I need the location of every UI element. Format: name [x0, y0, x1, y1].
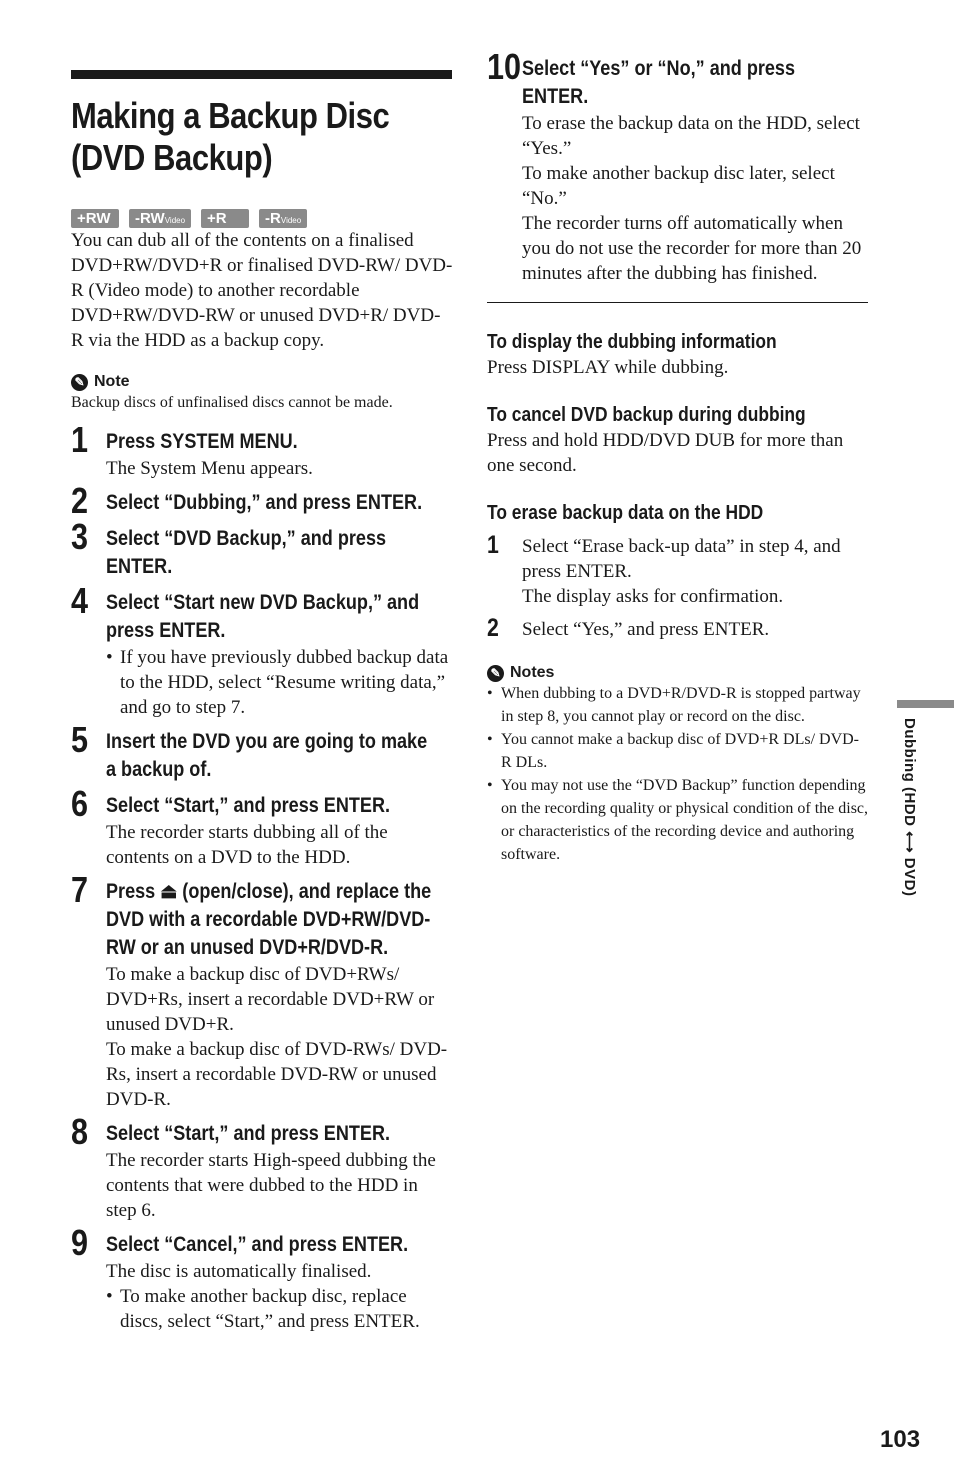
step-heading: Press SYSTEM MENU. — [106, 430, 298, 453]
note-icon: ✎ — [71, 374, 88, 391]
note-label: Note — [94, 373, 130, 390]
step-heading: Select “Yes” or “No,” and press ENTER. — [522, 57, 796, 108]
display-info-heading: To display the dubbing information — [487, 331, 777, 353]
notes-list — [487, 682, 869, 866]
step-text: The recorder starts High-speed dubbing the contents that were dubbed to the HDD in step 6. — [106, 1150, 436, 1221]
display-info-text: Press DISPLAY while dubbing. — [487, 357, 729, 378]
erase-heading: To erase backup data on the HDD — [487, 502, 764, 524]
erase-section — [487, 500, 869, 642]
disc-badge-sub: Video — [280, 216, 302, 225]
step-text: To make a backup disc of DVD-RWs/ DVD-Rs, insert a recordable DVD-RW or unused DVD-R. — [106, 1039, 448, 1110]
title-rule — [71, 70, 452, 79]
disc-badge — [71, 209, 119, 228]
step-3 — [71, 516, 453, 581]
step-heading: Select “Dubbing,” and press ENTER. — [106, 491, 423, 514]
disc-badge-label: +RW — [77, 210, 111, 227]
notes-label: Notes — [510, 664, 555, 681]
step-number: 10 — [487, 46, 522, 87]
erase-step-number: 1 — [487, 531, 499, 559]
note-item: • When dubbing to a DVD+R/DVD-R is stopped partway in step 8, you cannot play or record on the disc. — [487, 682, 869, 728]
note-text: Backup discs of unfinalised discs cannot be made. — [71, 394, 393, 411]
step-number: 5 — [71, 719, 89, 760]
left-column — [71, 70, 453, 1334]
page-number: 103 — [880, 1426, 921, 1453]
erase-steps — [487, 531, 869, 642]
notes-header — [487, 664, 869, 682]
page-title: Making a Backup Disc (DVD Backup) — [71, 95, 390, 178]
notes-icon: ✎ — [487, 665, 504, 682]
disc-badge-label: -R — [265, 210, 281, 227]
cancel-backup-heading: To cancel DVD backup during dubbing — [487, 404, 806, 426]
section-divider — [487, 302, 868, 303]
note-header — [71, 373, 453, 391]
disc-badge-sub: Video — [164, 216, 186, 225]
erase-step — [487, 614, 869, 642]
erase-step — [487, 531, 869, 609]
step-heading: Select “Cancel,” and press ENTER. — [106, 1233, 409, 1256]
step-8 — [71, 1111, 453, 1223]
note-item: • You may not use the “DVD Backup” function depending on the recording quality or physical condition of the disc, or characteristics of the recording device and authoring software. — [487, 774, 869, 866]
step-heading: Press ⏏ (open/close), and replace the DVD with a recordable DVD+RW/DVD- RW or an unused DVD+R/DVD-R. — [106, 880, 432, 959]
step-number: 3 — [71, 516, 89, 557]
step-10 — [487, 46, 869, 286]
intro-paragraph: You can dub all of the contents on a finalised DVD+RW/DVD+R or finalised DVD-RW/ DVD-R (Video mode) to another recordable DVD+RW/DVD-RW or unused DVD+R/ DVD-R via the HDD as a backup copy. — [71, 230, 453, 351]
disc-type-badges — [71, 209, 453, 228]
note-item: • You cannot make a backup disc of DVD+R DLs/ DVD-R DLs. — [487, 728, 869, 774]
step-text: The System Menu appears. — [106, 458, 313, 479]
step-bullet: • If you have previously dubbed backup data to the HDD, select “Resume writing data,” and go to step 7. — [106, 645, 453, 720]
step-7 — [71, 869, 453, 1112]
step-4 — [71, 580, 453, 720]
step-heading: Select “Start,” and press ENTER. — [106, 794, 391, 817]
step-heading: Select “DVD Backup,” and press ENTER. — [106, 527, 387, 578]
step-6 — [71, 783, 453, 870]
cancel-backup-section — [487, 402, 869, 478]
side-section-label: Dubbing (HDD ⟷ DVD) — [901, 718, 918, 897]
erase-step-text: Select “Yes,” and press ENTER. — [522, 619, 770, 640]
cancel-backup-text: Press and hold HDD/DVD DUB for more than one second. — [487, 430, 844, 476]
step-heading: Select “Start,” and press ENTER. — [106, 1122, 391, 1145]
disc-badge — [201, 209, 249, 228]
step-number: 4 — [71, 580, 89, 621]
disc-badge-label: -RW — [135, 210, 165, 227]
erase-step-number: 2 — [487, 614, 499, 642]
step-text: The recorder starts dubbing all of the contents on a DVD to the HDD. — [106, 822, 388, 868]
step-number: 1 — [71, 419, 89, 460]
step-number: 6 — [71, 783, 89, 824]
step-text: To make a backup disc of DVD+RWs/ DVD+Rs, insert a recordable DVD+RW or unused DVD+R. — [106, 964, 435, 1035]
step-1 — [71, 419, 453, 481]
step-5 — [71, 719, 453, 784]
step-2 — [71, 480, 453, 521]
step-heading: Select “Start new DVD Backup,” and press ENTER. — [106, 591, 420, 642]
step-number: 9 — [71, 1222, 89, 1263]
step-9 — [71, 1222, 453, 1334]
display-info-section — [487, 329, 869, 380]
disc-badge — [129, 209, 191, 228]
step-bullet: • To make another backup disc, replace discs, select “Start,” and press ENTER. — [106, 1284, 453, 1334]
step-number: 2 — [71, 480, 89, 521]
step-text: To make another backup disc later, select “No.” — [522, 163, 835, 209]
step-text: The disc is automatically finalised. — [106, 1261, 372, 1282]
step-text: The recorder turns off automatically when you do not use the recorder for more than 20 minutes after the dubbing has finished. — [522, 213, 862, 284]
side-tab-bar — [897, 700, 954, 708]
step-text: To erase the backup data on the HDD, select “Yes.” — [522, 113, 860, 159]
steps-list — [71, 419, 453, 1334]
erase-step-text: The display asks for confirmation. — [522, 586, 784, 607]
erase-step-text: Select “Erase back-up data” in step 4, and press ENTER. — [522, 536, 841, 582]
step-body — [522, 111, 869, 286]
step-heading: Insert the DVD you are going to make a backup of. — [106, 730, 428, 781]
step-number: 7 — [71, 869, 89, 910]
disc-badge-label: +R — [207, 210, 227, 227]
step-number: 8 — [71, 1111, 89, 1152]
disc-badge — [259, 209, 307, 228]
right-column — [487, 46, 869, 866]
